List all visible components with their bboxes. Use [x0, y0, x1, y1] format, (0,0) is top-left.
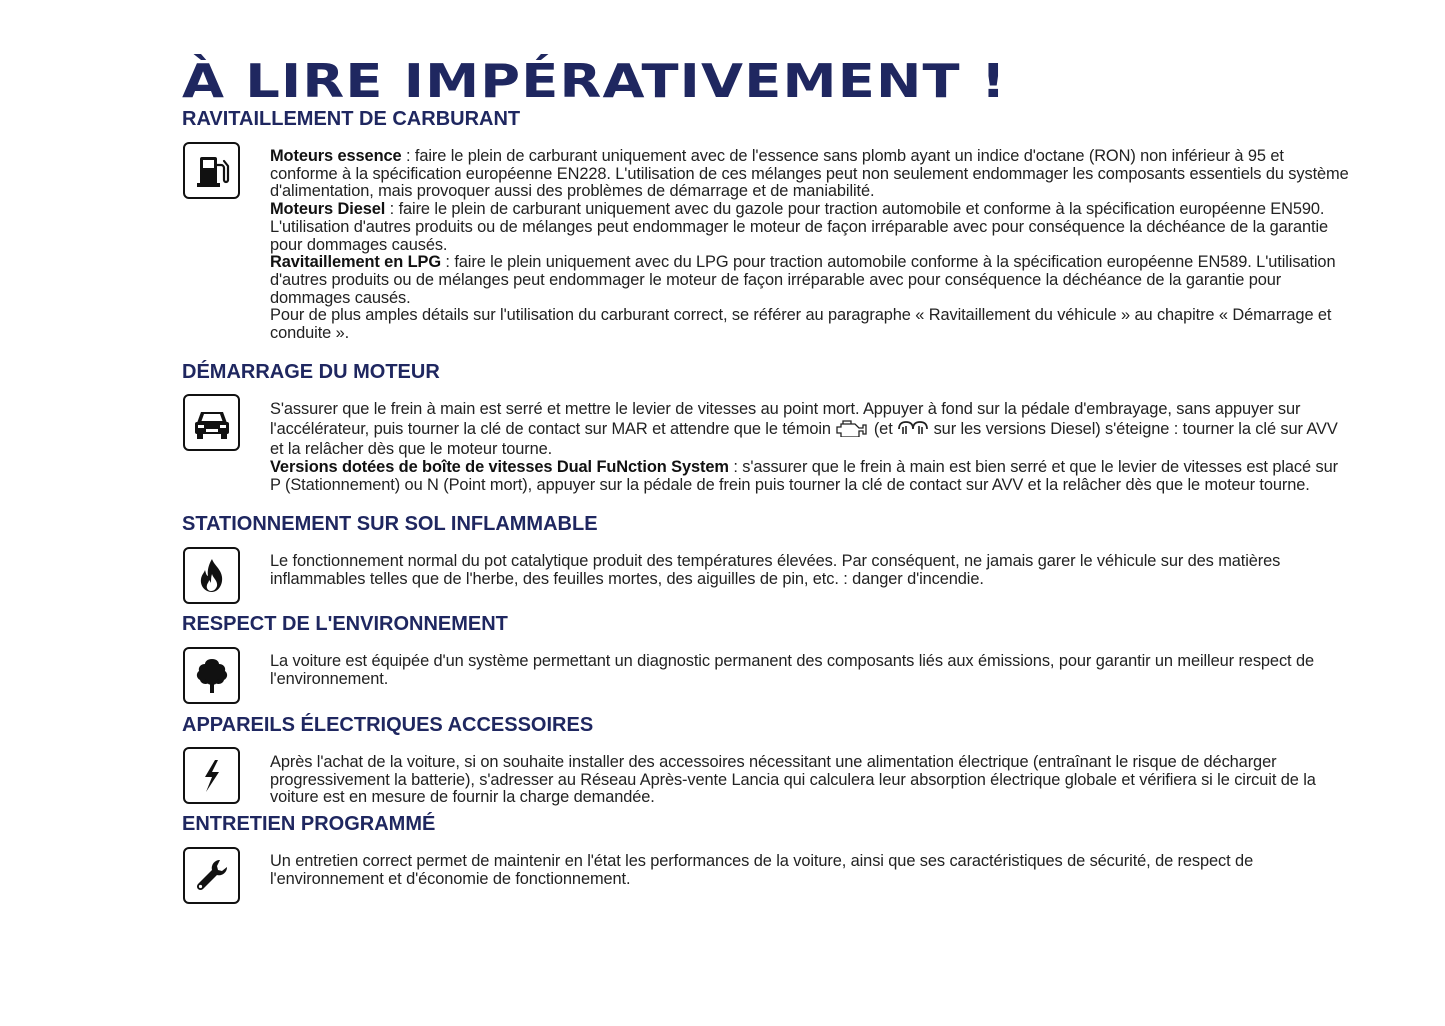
car-front-icon [183, 394, 240, 451]
paragraph-more-info: Pour de plus amples détails sur l'utilisation du carburant correct, se référer au paragraphe « Ravitaillement du véhicule » au chapitre « Démarrage et conduite ». [270, 306, 1332, 343]
text-start-a: S'assurer que le frein à main est serré et mettre le levier de vitesses au point mort. Appuyer à fond sur la pédale d'embrayage, sans appuyer sur l'accélérateur, puis tourner la clé de contact sur MAR et attendre que le témoin [270, 400, 1301, 438]
paragraph-electrical: Après l'achat de la voiture, si on souhaite installer des accessoires nécessitant une alimentation électrique (entraînant le risque de décharger progressivement la batterie), s'adresser au Réseau Après-vente Lancia qui calculera leur absorption électrique globale et vérifiera si le circuit de la voiture est en mesure de fournir la charge demandée. [270, 753, 1316, 807]
paragraph-parking: Le fonctionnement normal du pot catalytique produit des températures élevées. Par conséquent, ne jamais garer le véhicule sur des matières inflammables telles que de l'herbe, des feuilles mortes, des aiguilles de pin, etc. : danger d'incendie. [270, 552, 1281, 588]
section-body-maintenance [270, 853, 1350, 888]
paragraph-environment: La voiture est équipée d'un système permettant un diagnostic permanent des composants liés aux émissions, pour garantir un meilleur respect de l'environnement. [270, 652, 1314, 688]
label-dfn: Versions dotées de boîte de vitesses Dual FuNction System [270, 458, 729, 477]
paragraph-diesel [270, 201, 1350, 254]
label-lpg: Ravitaillement en LPG [270, 253, 441, 272]
text-diesel: : faire le plein de carburant uniquement avec du gazole pour traction automobile et conforme à la spécification européenne EN590. L'utilisation d'autres produits ou de mélanges peut endommager le moteur de façon irréparable avec pour conséquence la déchéance de la garantie pour dommages causés. [270, 200, 1329, 254]
section-title-fuel: RAVITAILLEMENT DE CARBURANT [182, 108, 521, 130]
section-body-start [270, 401, 1350, 495]
glow-plug-icon [897, 419, 929, 442]
paragraph-lpg [270, 254, 1350, 307]
wrench-icon [183, 847, 240, 904]
paragraph-start-procedure [270, 401, 1350, 459]
section-body-fuel [270, 148, 1350, 343]
fuel-pump-icon [183, 142, 240, 199]
text-petrol: : faire le plein de carburant uniquement avec de l'essence sans plomb ayant un indice d'octane (RON) non inférieur à 95 et conforme à la spécification européenne EN228. L'utilisation de ces mélanges peut non seulement endommager les composants essentiels du système d'alimentation, mais provoquer aussi des problèmes de démarrage et de maniabilité. [270, 147, 1349, 201]
flame-icon [183, 547, 240, 604]
label-diesel: Moteurs Diesel [270, 200, 386, 219]
text-lpg: : faire le plein uniquement avec du LPG pour traction automobile conforme à la spécification européenne EN589. L'utilisation d'autres produits ou de mélanges peut endommager le moteur de façon irréparable avec pour conséquence la déchéance de la garantie pour dommages causés. [270, 253, 1336, 307]
paragraph-dfn [270, 459, 1350, 494]
engine-warning-icon [835, 419, 869, 442]
lightning-icon [183, 747, 240, 804]
text-start-c: sur les versions Diesel) s'éteigne : tourner la clé sur AVV et la relâcher dès que le moteur tourne. [270, 419, 1338, 459]
section-body-electrical [270, 754, 1350, 807]
paragraph-petrol [270, 148, 1350, 201]
section-title-parking: STATIONNEMENT SUR SOL INFLAMMABLE [182, 513, 598, 535]
label-petrol: Moteurs essence [270, 147, 402, 165]
text-start-b: (et [869, 419, 898, 438]
text-dfn: : s'assurer que le frein à main est bien serré et que le levier de vitesses est placé sur P (Stationnement) ou N (Point mort), appuyer sur la pédale de frein puis tourner la clé de contact sur AVV et la relâcher dès que le moteur tourne. [270, 458, 1338, 494]
paragraph-maintenance: Un entretien correct permet de maintenir en l'état les performances de la voiture, ainsi que ses caractéristiques de sécurité, de respect de l'environnement et d'économie de fonctionnement. [270, 852, 1254, 888]
section-title-maintenance: ENTRETIEN PROGRAMMÉ [182, 813, 436, 835]
section-title-electrical: APPAREILS ÉLECTRIQUES ACCESSOIRES [182, 714, 594, 736]
section-body-parking [270, 553, 1350, 588]
section-body-environment [270, 653, 1350, 688]
page-title: À LIRE IMPÉRATIVEMENT ! [182, 54, 1007, 108]
section-title-environment: RESPECT DE L'ENVIRONNEMENT [182, 613, 508, 635]
section-title-start: DÉMARRAGE DU MOTEUR [182, 361, 440, 383]
tree-icon [183, 647, 240, 704]
